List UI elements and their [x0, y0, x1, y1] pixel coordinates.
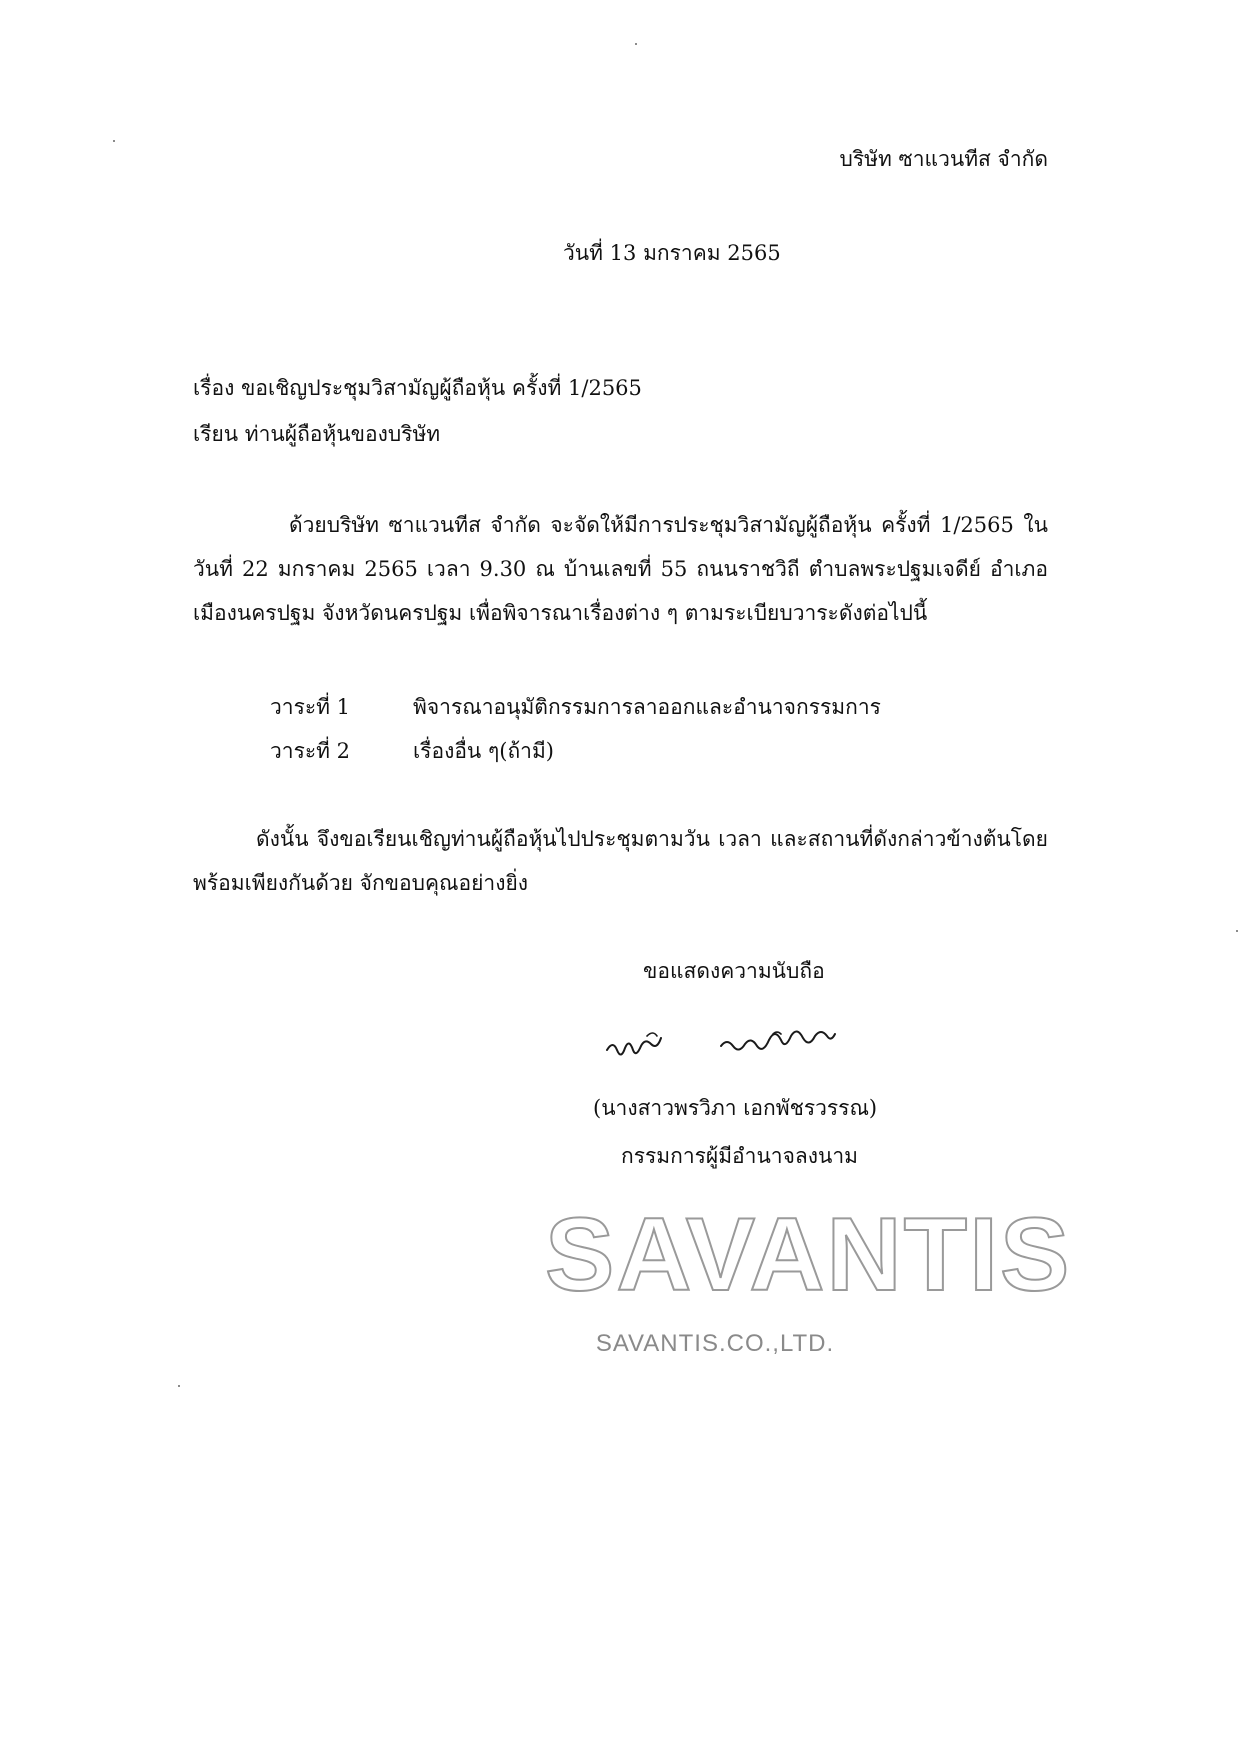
- sign-off: ขอแสดงความนับถือ: [643, 959, 825, 983]
- scan-speck: [1236, 930, 1238, 932]
- company-stamp: [545, 1197, 1072, 1380]
- signer-name: (นางสาวพรวิภา เอกพัชรวรรณ): [593, 1096, 878, 1120]
- agenda-text: เรื่องอื่น ๆ(ถ้ามี): [413, 738, 554, 763]
- agenda-item: [270, 729, 881, 773]
- agenda-item: [270, 685, 881, 729]
- letter-subject: เรื่อง ขอเชิญประชุมวิสามัญผู้ถือหุ้น ครั้งที่ 1/2565: [193, 376, 642, 400]
- company-name: บริษัท ซาแวนทีส จำกัด: [839, 147, 1048, 171]
- scan-speck: [178, 1385, 180, 1387]
- signer-title: กรรมการผู้มีอำนาจลงนาม: [621, 1144, 859, 1168]
- letter-body: ด้วยบริษัท ซาแวนทีส จำกัด จะจัดให้มีการประชุมวิสามัญผู้ถือหุ้น ครั้งที่ 1/2565 ในวันที่ 22 มกราคม 2565 เวลา 9.30 ณ บ้านเลขที่ 55 ถนนราชวิถี ตำบลพระปฐมเจดีย์ อำเภอเมืองนครปฐม จังหวัดนครปฐม เพื่อพิจารณาเรื่องต่าง ๆ ตามระเบียบวาระดังต่อไปนี้: [193, 513, 1048, 625]
- scan-speck: [113, 140, 115, 142]
- closing-paragraph: ดังนั้น จึงขอเรียนเชิญท่านผู้ถือหุ้นไปประชุมตามวัน เวลา และสถานที่ดังกล่าวข้างต้นโดยพร้อมเพียงกันด้วย จักขอบคุณอย่างยิ่ง: [193, 827, 1048, 895]
- scan-speck: [635, 43, 637, 45]
- agenda-number: วาระที่ 1: [270, 694, 351, 719]
- stamp-logo: SAVANTIS: [545, 1197, 1072, 1313]
- letter-salutation: เรียน ท่านผู้ถือหุ้นของบริษัท: [193, 422, 441, 446]
- stamp-company-text: SAVANTIS.CO.,LTD.: [595, 1330, 835, 1357]
- agenda-number: วาระที่ 2: [270, 738, 351, 763]
- agenda-list: [270, 685, 881, 773]
- handwritten-signature: [603, 1028, 903, 1070]
- letter-date: วันที่ 13 มกราคม 2565: [563, 241, 781, 265]
- agenda-text: พิจารณาอนุมัติกรรมการลาออกและอำนาจกรรมการ: [413, 694, 881, 719]
